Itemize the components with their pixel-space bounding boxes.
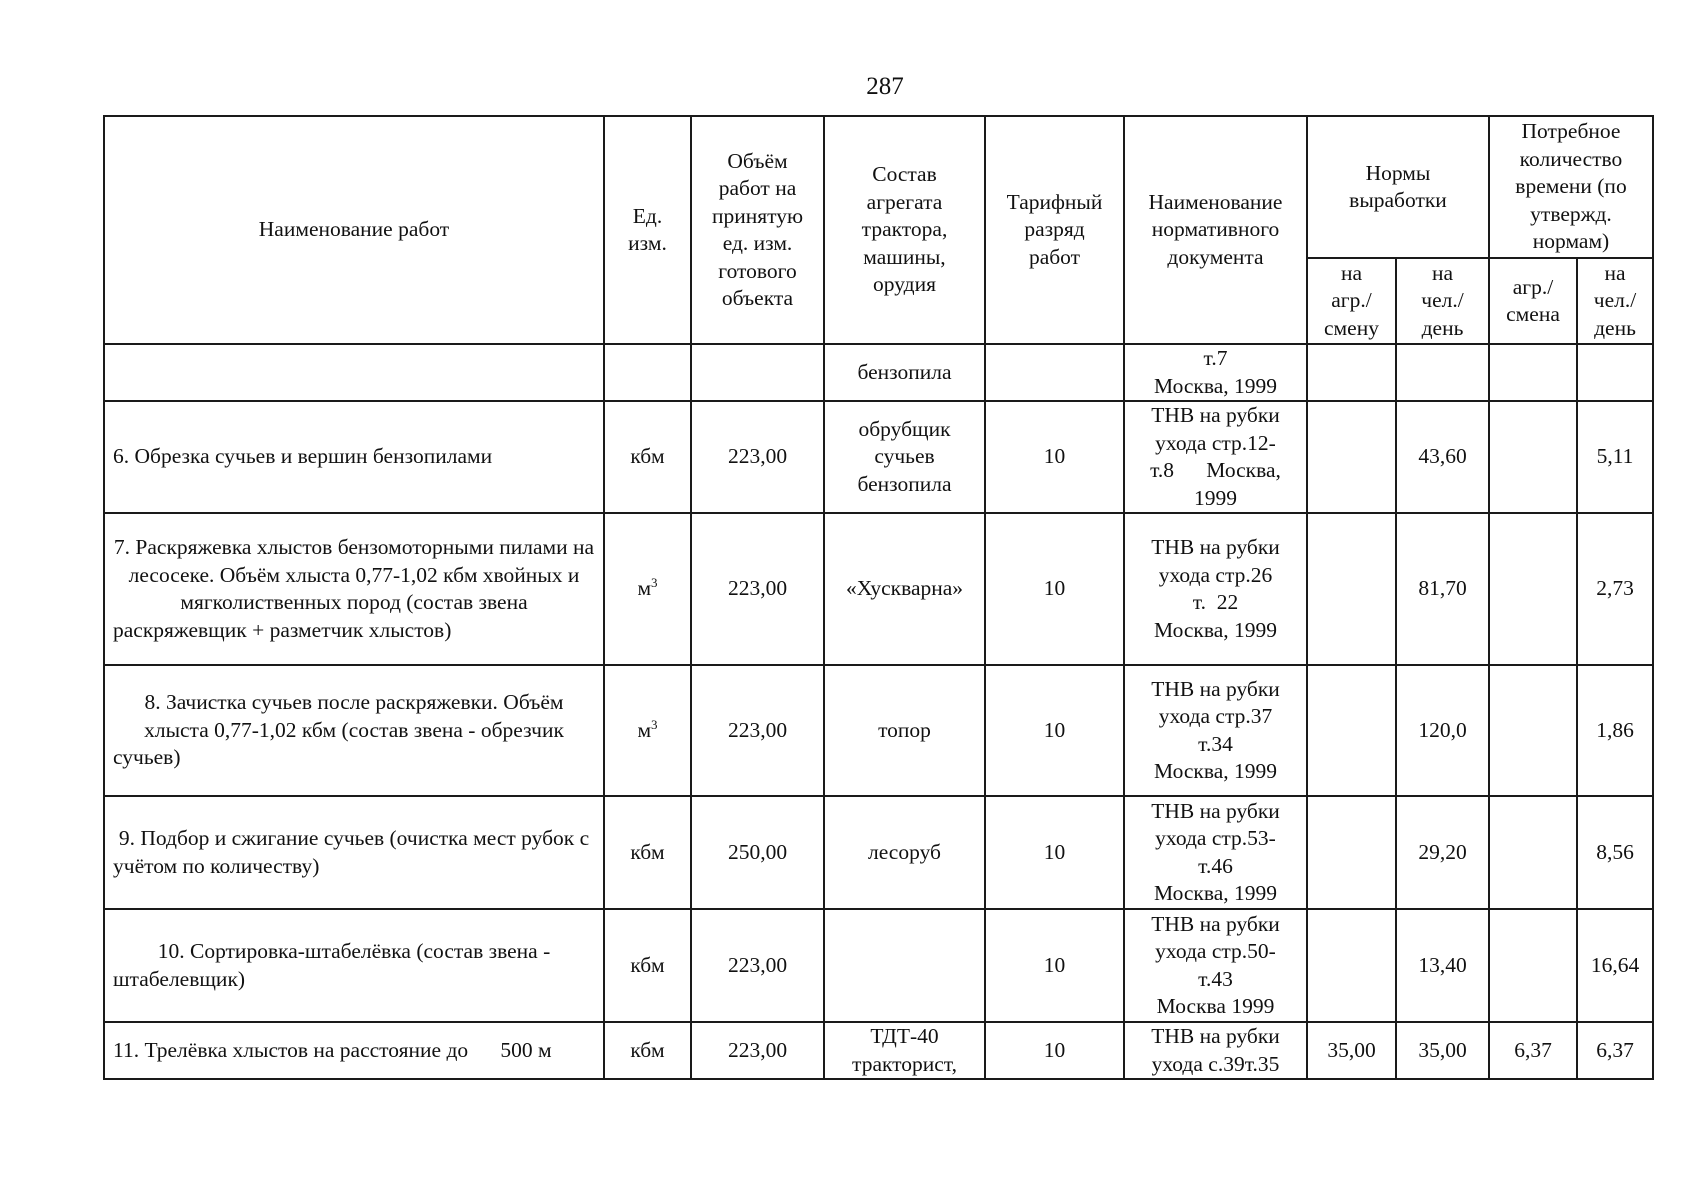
- table-row: [104, 665, 1653, 796]
- row-rate: 10: [985, 401, 1124, 513]
- header-unit: Ед. изм.: [604, 116, 691, 344]
- page-number: 287: [866, 73, 904, 100]
- row-time-agr: 6,37: [1489, 1022, 1577, 1079]
- row-time-agr: [1489, 401, 1577, 513]
- row-norm-man: 13,40: [1396, 909, 1489, 1022]
- table-row: [104, 344, 1653, 401]
- row-work: 8. Зачистка сучьев после раскряжевки. Объём хлыста 0,77-1,02 кбм (состав звена - обрезчик сучьев): [104, 665, 604, 796]
- row-work: 10. Сортировка-штабелёвка (состав звена - штабелевщик): [104, 909, 604, 1022]
- row-norm-agr: [1307, 344, 1396, 401]
- header-time-agr: агр./ смена: [1489, 258, 1577, 344]
- row-norm-man: 120,0: [1396, 665, 1489, 796]
- row-doc: ТНВ на рубки ухода с.39т.35: [1124, 1022, 1307, 1079]
- row-time-agr: [1489, 344, 1577, 401]
- row-norm-agr: 35,00: [1307, 1022, 1396, 1079]
- row-composition: бензопила: [824, 344, 985, 401]
- row-composition: топор: [824, 665, 985, 796]
- row-norm-man: 43,60: [1396, 401, 1489, 513]
- row-norm-man: 35,00: [1396, 1022, 1489, 1079]
- row-volume: 223,00: [691, 1022, 824, 1079]
- row-norm-agr: [1307, 796, 1396, 909]
- row-work: [104, 344, 604, 401]
- row-time-man: 16,64: [1577, 909, 1653, 1022]
- row-work: 6. Обрезка сучьев и вершин бензопилами: [104, 401, 604, 513]
- row-rate: [985, 344, 1124, 401]
- row-composition: обрубщик сучьев бензопила: [824, 401, 985, 513]
- row-volume: 223,00: [691, 513, 824, 665]
- row-doc: ТНВ на рубки ухода стр.50- т.43 Москва 1999: [1124, 909, 1307, 1022]
- row-time-man: 5,11: [1577, 401, 1653, 513]
- work-norms-table: [103, 115, 1654, 1080]
- row-norm-man: 29,20: [1396, 796, 1489, 909]
- row-time-man: 2,73: [1577, 513, 1653, 665]
- header-norm-agr: на агр./ смену: [1307, 258, 1396, 344]
- header-norms: Нормы выработки: [1307, 116, 1489, 258]
- row-rate: 10: [985, 1022, 1124, 1079]
- row-time-man: 8,56: [1577, 796, 1653, 909]
- row-volume: [691, 344, 824, 401]
- row-volume: 223,00: [691, 665, 824, 796]
- row-norm-agr: [1307, 665, 1396, 796]
- row-doc: ТНВ на рубки ухода стр.12- т.8 Москва, 1999: [1124, 401, 1307, 513]
- row-rate: 10: [985, 796, 1124, 909]
- header-norm-man: на чел./ день: [1396, 258, 1489, 344]
- row-norm-agr: [1307, 513, 1396, 665]
- row-volume: 250,00: [691, 796, 824, 909]
- row-unit: кбм: [604, 401, 691, 513]
- row-composition: лесоруб: [824, 796, 985, 909]
- row-work: 7. Раскряжевка хлыстов бензомоторными пилами на лесосеке. Объём хлыста 0,77-1,02 кбм хвойных и мягколиственных пород (состав звена раскряжевщик + разметчик хлыстов): [104, 513, 604, 665]
- row-unit: $м^3$: [604, 513, 691, 665]
- row-time-man: [1577, 344, 1653, 401]
- header-row-1: [104, 116, 1653, 258]
- row-norm-agr: [1307, 401, 1396, 513]
- row-unit: кбм: [604, 909, 691, 1022]
- table-row: [104, 513, 1653, 665]
- row-composition: [824, 909, 985, 1022]
- row-composition: «Хускварна»: [824, 513, 985, 665]
- row-composition: ТДТ-40 тракторист,: [824, 1022, 985, 1079]
- header-composition: Состав агрегата трактора, машины, орудия: [824, 116, 985, 344]
- row-doc: ТНВ на рубки ухода стр.53- т.46 Москва, 1999: [1124, 796, 1307, 909]
- header-time-man: на чел./ день: [1577, 258, 1653, 344]
- row-unit: $м^3$: [604, 665, 691, 796]
- row-norm-agr: [1307, 909, 1396, 1022]
- row-rate: 10: [985, 909, 1124, 1022]
- row-rate: 10: [985, 513, 1124, 665]
- row-doc: ТНВ на рубки ухода стр.37 т.34 Москва, 1999: [1124, 665, 1307, 796]
- header-volume: Объём работ на принятую ед. изм. готового объекта: [691, 116, 824, 344]
- header-rate: Тарифный разряд работ: [985, 116, 1124, 344]
- table-row: [104, 909, 1653, 1022]
- header-time-needed: Потребное количество времени (по утвержд. нормам): [1489, 116, 1653, 258]
- row-time-agr: [1489, 665, 1577, 796]
- row-work: 11. Трелёвка хлыстов на расстояние до 500 м: [104, 1022, 604, 1079]
- row-rate: 10: [985, 665, 1124, 796]
- row-time-agr: [1489, 909, 1577, 1022]
- table-row: [104, 401, 1653, 513]
- row-doc: ТНВ на рубки ухода стр.26 т. 22 Москва, 1999: [1124, 513, 1307, 665]
- row-time-agr: [1489, 796, 1577, 909]
- table-row: [104, 796, 1653, 909]
- row-norm-man: 81,70: [1396, 513, 1489, 665]
- row-unit: кбм: [604, 1022, 691, 1079]
- row-volume: 223,00: [691, 909, 824, 1022]
- row-doc: т.7 Москва, 1999: [1124, 344, 1307, 401]
- row-time-man: 6,37: [1577, 1022, 1653, 1079]
- table-row: [104, 1022, 1653, 1079]
- row-unit: кбм: [604, 796, 691, 909]
- row-norm-man: [1396, 344, 1489, 401]
- row-time-man: 1,86: [1577, 665, 1653, 796]
- row-unit: [604, 344, 691, 401]
- header-doc-name: Наименование нормативного документа: [1124, 116, 1307, 344]
- row-volume: 223,00: [691, 401, 824, 513]
- header-work-name: Наименование работ: [104, 116, 604, 344]
- row-work: 9. Подбор и сжигание сучьев (очистка мест рубок с учётом по количеству): [104, 796, 604, 909]
- row-time-agr: [1489, 513, 1577, 665]
